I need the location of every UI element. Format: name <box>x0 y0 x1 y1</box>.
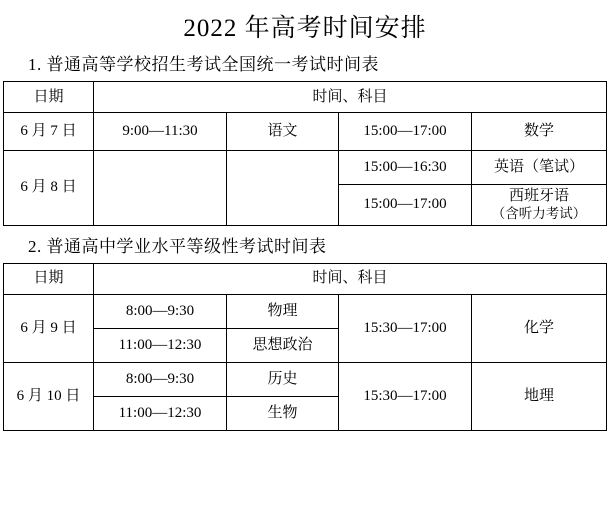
cell-time-afternoon: 15:00—16:30 <box>339 151 472 185</box>
header-date: 日期 <box>4 82 94 113</box>
cell-subject-morning-empty <box>227 151 339 226</box>
header-time-subject: 时间、科目 <box>94 263 607 294</box>
table-row <box>4 294 607 328</box>
cell-subject-afternoon: 化学 <box>472 294 607 362</box>
academic-level-exam-table <box>3 263 607 431</box>
gaokao-national-exam-table <box>3 81 607 226</box>
subject-name: 西班牙语 <box>509 188 570 204</box>
cell-time-morning: 11:00—12:30 <box>94 328 227 362</box>
cell-subject-afternoon <box>472 185 607 226</box>
cell-subject-morning: 语文 <box>227 113 339 151</box>
cell-time-morning: 8:00—9:30 <box>94 294 227 328</box>
cell-time-afternoon: 15:30—17:00 <box>339 362 472 430</box>
cell-time-morning: 9:00—11:30 <box>94 113 227 151</box>
cell-subject-afternoon: 英语（笔试） <box>472 151 607 185</box>
table-header-row <box>4 263 607 294</box>
cell-time-afternoon: 15:00—17:00 <box>339 113 472 151</box>
table-row <box>4 151 607 185</box>
cell-time-morning-empty <box>94 151 227 226</box>
cell-date: 6 月 8 日 <box>4 151 94 226</box>
cell-time-afternoon: 15:00—17:00 <box>339 185 472 226</box>
cell-subject-morning: 思想政治 <box>227 328 339 362</box>
cell-subject-morning: 生物 <box>227 396 339 430</box>
cell-subject-afternoon: 地理 <box>472 362 607 430</box>
section-heading-1: 1. 普通高等学校招生考试全国统一考试时间表 <box>28 55 379 74</box>
cell-subject-morning: 历史 <box>227 362 339 396</box>
page-title: 2022 年高考时间安排 <box>183 15 427 42</box>
cell-subject-morning: 物理 <box>227 294 339 328</box>
section-heading-2: 2. 普通高中学业水平等级性考试时间表 <box>28 236 327 256</box>
subject-note: （含听力考试） <box>491 205 587 221</box>
document-page <box>0 8 610 506</box>
cell-time-afternoon: 15:30—17:00 <box>339 294 472 362</box>
header-date: 日期 <box>4 263 94 294</box>
cell-date: 6 月 9 日 <box>4 294 94 362</box>
cell-date: 6 月 10 日 <box>4 362 94 430</box>
table-row <box>4 362 607 396</box>
table-header-row <box>4 82 607 113</box>
header-time-subject: 时间、科目 <box>94 82 607 113</box>
cell-time-morning: 11:00—12:30 <box>94 396 227 430</box>
cell-subject-afternoon: 数学 <box>472 113 607 151</box>
cell-time-morning: 8:00—9:30 <box>94 362 227 396</box>
cell-date: 6 月 7 日 <box>4 113 94 151</box>
table-row <box>4 113 607 151</box>
